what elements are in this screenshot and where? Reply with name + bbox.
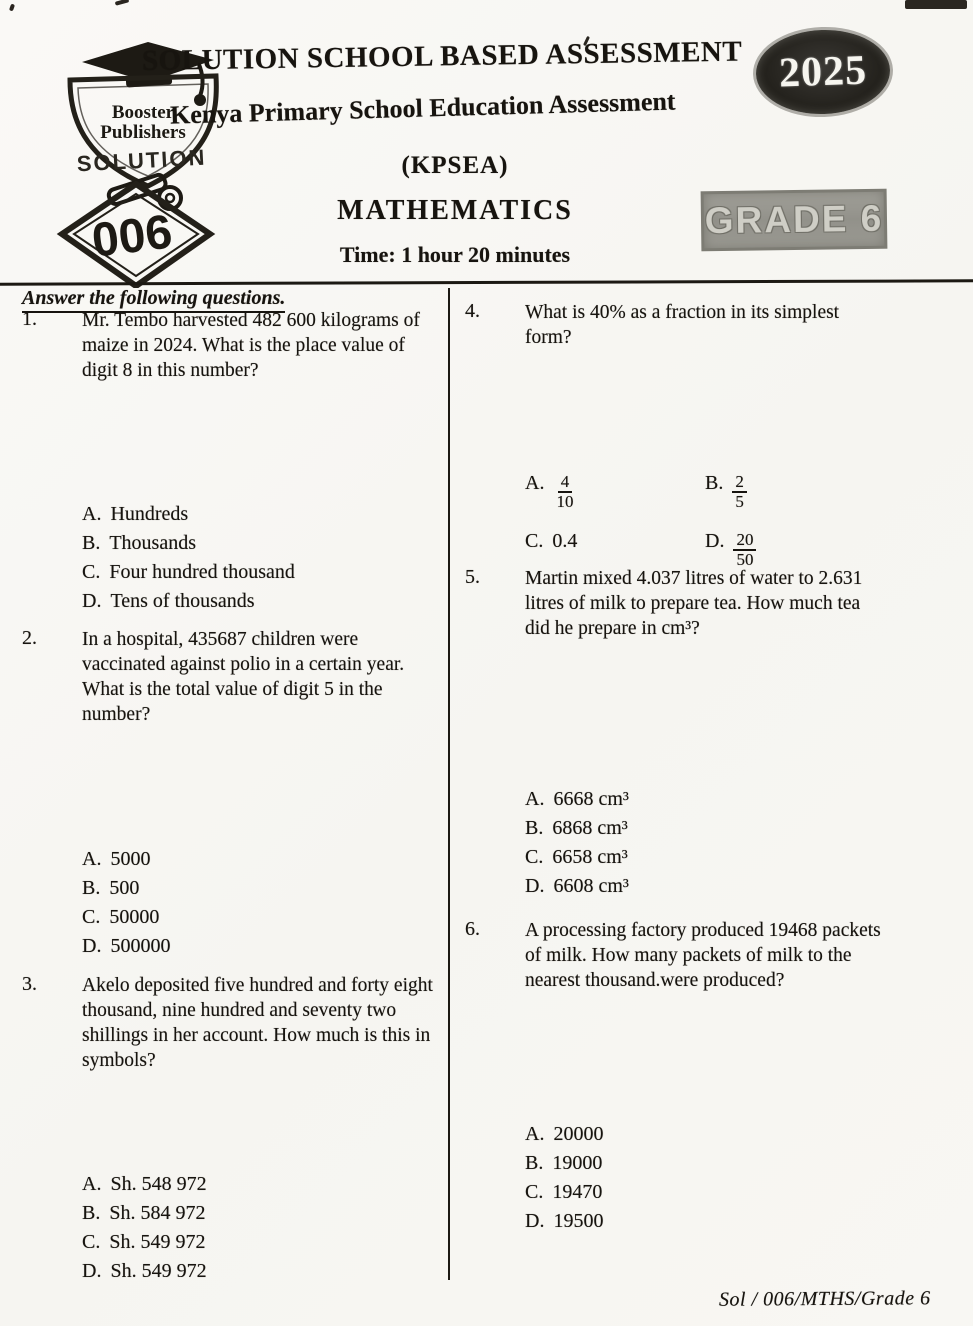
question-text: What is 40% as a fraction in its simplest form? — [525, 302, 840, 348]
option-label: B. — [525, 817, 544, 839]
option-fraction: $\frac{4}{10}$ — [556, 472, 574, 512]
question-text: In a hospital, 435687 children were vaccinated against polio in a certain year. What is the total value of digit 5 in the number? — [82, 629, 405, 725]
option-text: 6658 cm³ — [552, 846, 628, 868]
option-text: 6868 cm³ — [552, 817, 628, 839]
answer-option — [82, 935, 170, 957]
option-text: 19000 — [552, 1152, 603, 1174]
option-text: 500 — [109, 877, 140, 899]
option-text: 50000 — [109, 906, 160, 928]
assessment-acronym: (KPSEA) — [401, 152, 509, 179]
question-number: 4. — [465, 300, 480, 322]
question-6-options — [525, 1123, 603, 1239]
option-text: 6668 cm³ — [553, 788, 629, 810]
option-label: C. — [525, 1181, 544, 1203]
option-label: B. — [82, 1202, 101, 1224]
question-number: 5. — [465, 566, 480, 588]
subject-title: MATHEMATICS — [337, 195, 573, 226]
answer-option — [82, 848, 170, 870]
option-label: A. — [525, 788, 545, 810]
answer-option — [525, 846, 629, 868]
option-text: Tens of thousands — [110, 590, 255, 612]
answer-option — [525, 788, 629, 810]
answer-option — [82, 1231, 207, 1253]
option-text: 20000 — [553, 1123, 604, 1145]
option-label: B. — [82, 877, 101, 899]
option-label: C. — [525, 846, 544, 868]
question-5-options — [525, 788, 629, 904]
answer-option — [82, 877, 170, 899]
option-label: A. — [82, 848, 102, 870]
answer-option — [82, 906, 170, 928]
scan-speck — [115, 0, 130, 6]
option-text: Hundreds — [110, 503, 189, 525]
question-number: 3. — [22, 973, 37, 995]
answer-option — [525, 875, 629, 897]
scan-speck — [9, 4, 15, 12]
option-label: D. — [705, 529, 725, 552]
option-label: D. — [525, 1210, 545, 1232]
year-badge-text: 2025 — [778, 47, 868, 97]
option-text: 19500 — [553, 1210, 604, 1232]
option-label: B. — [705, 472, 724, 494]
question-5 — [465, 566, 885, 641]
question-1 — [22, 308, 434, 383]
option-label: D. — [82, 590, 102, 612]
answer-option — [82, 1260, 207, 1282]
question-6 — [465, 918, 885, 993]
answer-option — [525, 530, 705, 569]
option-label: D. — [82, 935, 102, 957]
option-text: Thousands — [109, 532, 197, 554]
option-label: A. — [525, 472, 545, 494]
option-text: 500000 — [110, 935, 171, 957]
option-text: Sh. 548 972 — [110, 1173, 207, 1195]
answer-option — [82, 561, 295, 583]
footer-reference: Sol / 006/MTHS/Grade 6 — [719, 1287, 932, 1311]
logo-publisher-line2: Publishers — [100, 122, 186, 143]
logo-brand: SOLUTION — [76, 144, 208, 177]
answer-option — [82, 503, 295, 525]
option-fraction: $\frac{2}{5}$ — [732, 473, 747, 512]
option-label: D. — [525, 875, 545, 897]
question-2-options — [82, 848, 170, 964]
grade-stamp-text: GRADE 6 — [704, 197, 884, 242]
question-3 — [22, 973, 434, 1073]
question-2 — [22, 627, 434, 727]
answer-option — [82, 1173, 207, 1195]
option-text: 5000 — [110, 848, 151, 870]
option-label: D. — [82, 1260, 102, 1282]
option-label: A. — [82, 503, 102, 525]
question-text: Martin mixed 4.037 litres of water to 2.631 litres of milk to prepare tea. How much tea did he prepare in cm³? — [525, 568, 863, 639]
option-label: A. — [82, 1173, 102, 1195]
answer-option — [82, 590, 295, 612]
column-divider-rule — [448, 288, 450, 1280]
answer-option — [705, 472, 855, 511]
answer-option — [525, 817, 629, 839]
answer-option — [525, 1181, 603, 1203]
time-allocation: Time: 1 hour 20 minutes — [339, 242, 571, 267]
answer-option — [82, 1202, 207, 1224]
option-label: B. — [82, 532, 101, 554]
option-label: C. — [82, 906, 101, 928]
option-text: 19470 — [552, 1181, 603, 1203]
answer-option — [525, 1210, 603, 1232]
option-text: 0.4 — [552, 529, 578, 552]
question-text: A processing factory produced 19468 packets of milk. How many packets of milk to the nearest thousand.were produced? — [525, 920, 881, 991]
answer-option — [525, 1152, 603, 1174]
option-fraction: $\frac{20}{50}$ — [733, 531, 756, 570]
option-text: 6608 cm³ — [553, 875, 629, 897]
instructions-heading: Answer the following questions. — [22, 287, 285, 313]
question-text: Mr. Tembo harvested 482 600 kilograms of maize in 2024. What is the place value of digit 8 in this number? — [82, 310, 420, 381]
question-4 — [465, 300, 885, 350]
logo-publisher-line1: Booster — [111, 102, 175, 123]
question-number: 1. — [22, 308, 37, 330]
option-label: C. — [82, 1231, 101, 1253]
option-label: A. — [525, 1123, 545, 1145]
logo-code: 006 — [89, 205, 176, 268]
question-number: 2. — [22, 627, 37, 649]
option-text: Sh. 549 972 — [110, 1260, 207, 1282]
option-label: B. — [525, 1152, 544, 1174]
answer-option — [525, 1123, 603, 1145]
option-text: Sh. 549 972 — [109, 1231, 206, 1253]
option-text: Four hundred thousand — [109, 561, 295, 583]
assessment-name: Kenya Primary School Education Assessment — [169, 86, 676, 130]
series-title: SOLUTION SCHOOL BASED ASSESSMENT — [141, 35, 743, 78]
question-1-options — [82, 503, 295, 619]
option-label: C. — [525, 529, 544, 552]
answer-option — [82, 532, 295, 554]
option-text: Sh. 584 972 — [109, 1202, 206, 1224]
scan-speck — [905, 0, 967, 9]
question-3-options — [82, 1173, 207, 1289]
option-label: C. — [82, 561, 101, 583]
question-number: 6. — [465, 918, 480, 940]
answer-option — [525, 472, 705, 511]
question-4-options — [525, 472, 855, 575]
answer-option — [705, 530, 855, 569]
question-text: Akelo deposited five hundred and forty eight thousand, nine hundred and seventy two shillings in her account. How much is this in symbols? — [82, 975, 433, 1071]
